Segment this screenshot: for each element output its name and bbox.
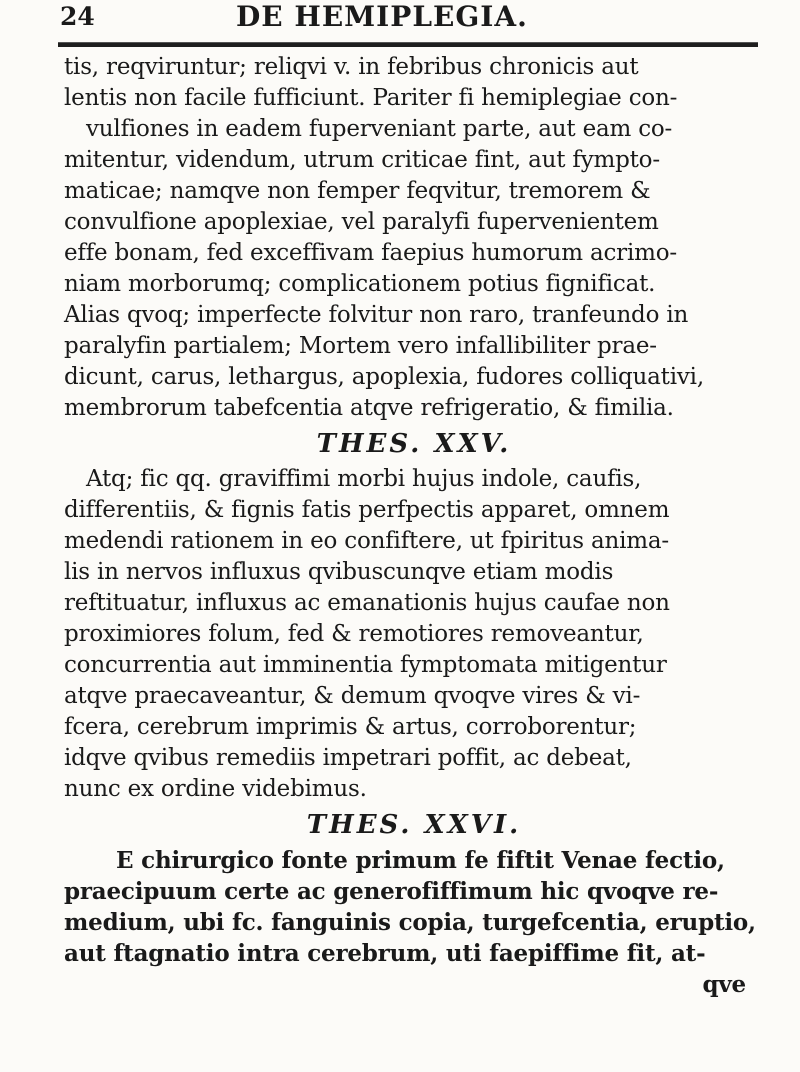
text-line: tis, reqviruntur; reliqvi v. in febribus chronicis aut xyxy=(64,54,639,80)
text-line: praecipuum certe ac generofiffimum hic qvoqve re- xyxy=(64,878,719,905)
thesis-heading: THES. XXV. xyxy=(316,429,512,459)
text-line: paralyfin partialem; Mortem vero infallibiliter prae- xyxy=(64,333,657,359)
text-line: lis in nervos influxus qvibuscunqve etiam modis xyxy=(64,559,614,585)
text-line: aut ftagnatio intra cerebrum, uti faepiffime fit, at- xyxy=(64,940,706,967)
text-line: mitentur, videndum, utrum criticae fint, aut fympto- xyxy=(64,147,660,173)
text-line: proximiores folum, fed & remotiores removeantur, xyxy=(64,621,644,647)
text-line: Alias qvoq; imperfecte folvitur non raro, tranfeundo in xyxy=(64,302,689,328)
text-line: reftituatur, influxus ac emanationis hujus caufae non xyxy=(64,590,670,616)
paragraph xyxy=(64,52,764,424)
text-line: dicunt, carus, lethargus, apoplexia, fudores colliquativi, xyxy=(64,364,704,390)
text-line: convulfione apoplexiae, vel paralyfi fupervenientem xyxy=(64,209,659,235)
page-number: 24 xyxy=(60,2,95,31)
text-line: concurrentia aut imminentia fymptomata mitigentur xyxy=(64,652,667,678)
catchword: qve xyxy=(702,971,746,998)
running-title: DE HEMIPLEGIA. xyxy=(236,0,528,33)
paragraph xyxy=(64,464,764,805)
text-line: niam morborumq; complicationem potius fignificat. xyxy=(64,271,656,297)
page-header xyxy=(58,0,758,40)
paragraph xyxy=(64,845,764,1000)
text-line: effe bonam, fed exceffivam faepius humorum acrimo- xyxy=(64,240,677,266)
text-line: medendi rationem in eo confiftere, ut fpiritus anima- xyxy=(64,528,669,554)
text-line: nunc ex ordine videbimus. xyxy=(64,776,367,802)
text-line: membrorum tabefcentia atqve refrigeratio, & fimilia. xyxy=(64,395,674,421)
text-line: vulfiones in eadem fuperveniant parte, aut eam co- xyxy=(86,116,673,142)
text-line: idqve qvibus remediis impetrari poffit, ac debeat, xyxy=(64,745,632,771)
text-line: differentiis, & fignis fatis perfpectis apparet, omnem xyxy=(64,497,670,523)
text-line: E chirurgico fonte primum fe fiftit Venae fectio, xyxy=(116,847,725,874)
header-rule xyxy=(58,42,758,47)
text-line: lentis non facile fufficiunt. Pariter fi hemiplegiae con- xyxy=(64,85,678,111)
text-line: Atq; fic qq. graviffimi morbi hujus indole, caufis, xyxy=(86,466,642,492)
text-line: atqve praecaveantur, & demum qvoqve vires & vi- xyxy=(64,683,641,709)
body-text xyxy=(64,52,764,1000)
text-line: medium, ubi fc. fanguinis copia, turgefcentia, eruptio, xyxy=(64,909,756,936)
text-line: fcera, cerebrum imprimis & artus, corroborentur; xyxy=(64,714,637,740)
thesis-heading: THES. XXVI. xyxy=(306,810,522,840)
text-line: maticae; namqve non femper feqvitur, tremorem & xyxy=(64,178,651,204)
